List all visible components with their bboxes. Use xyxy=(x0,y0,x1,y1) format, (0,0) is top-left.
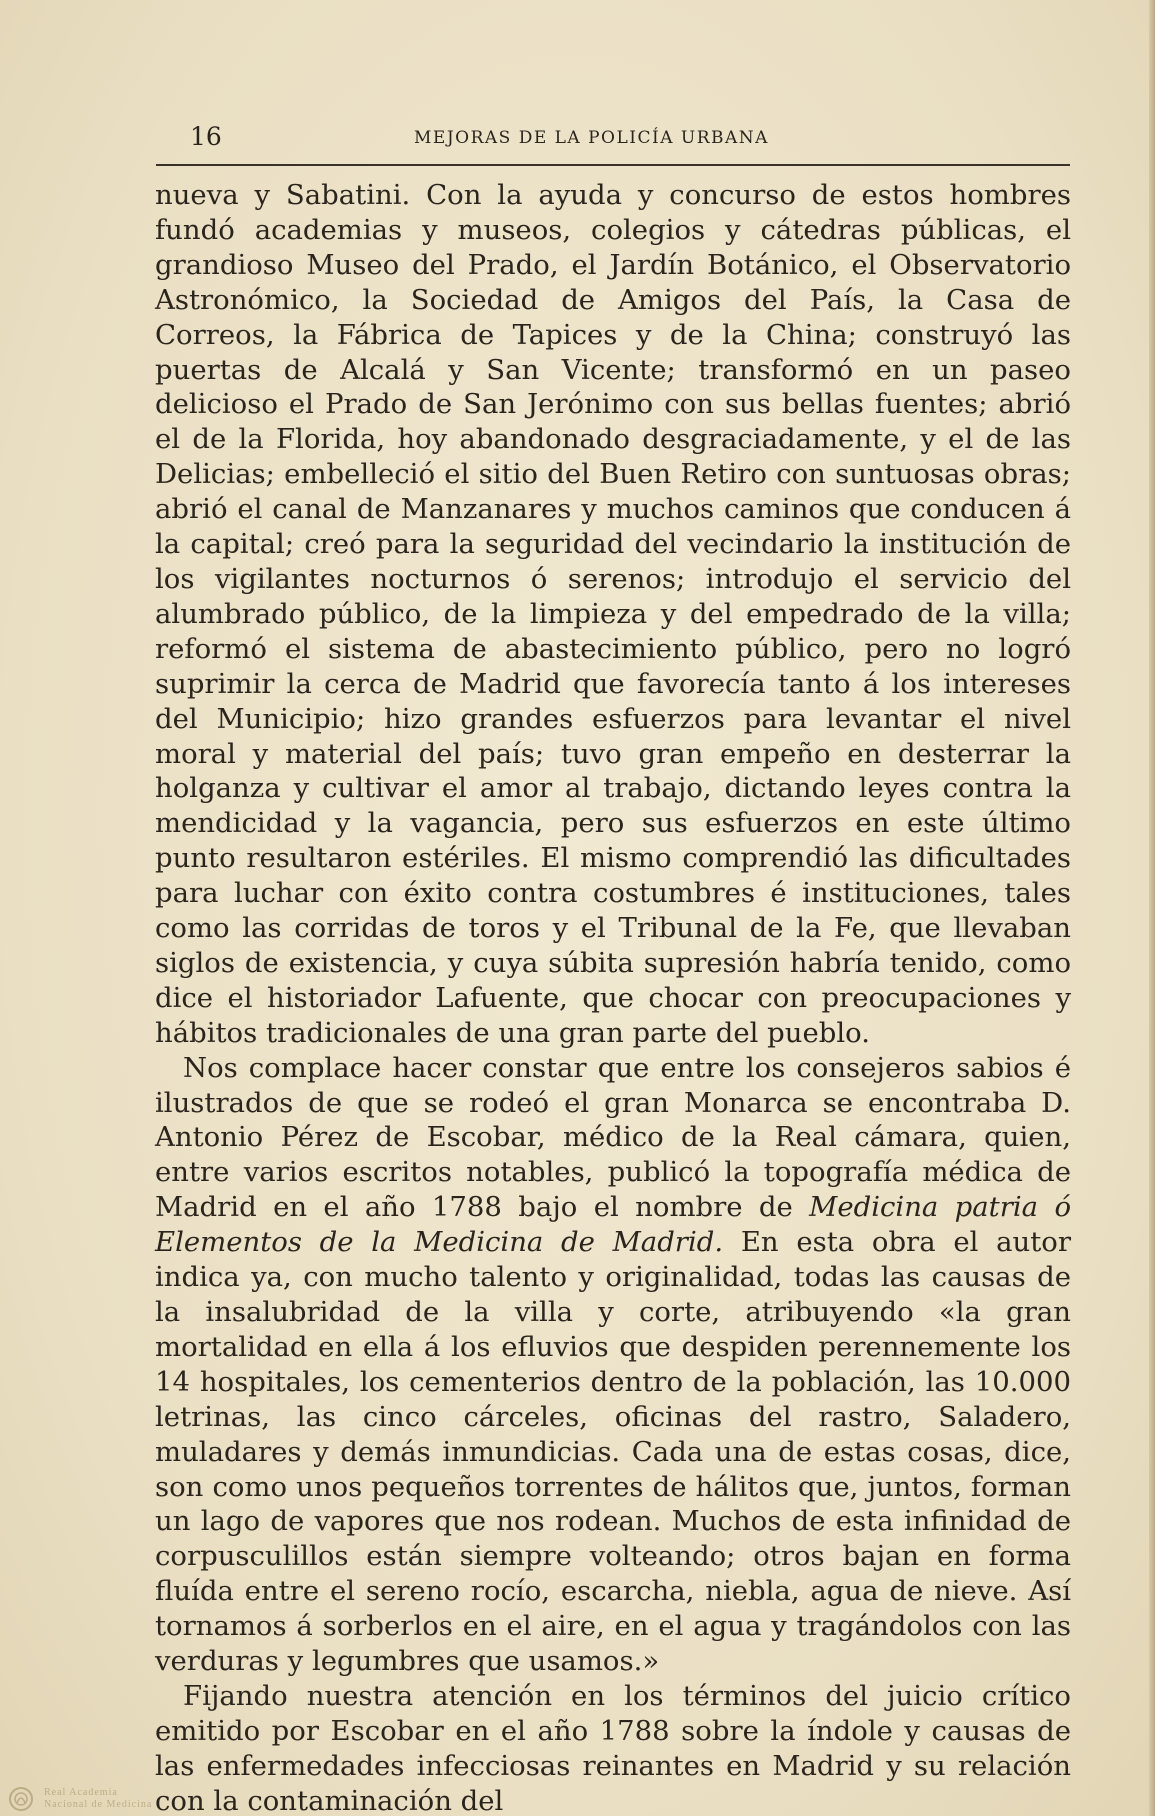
paragraph-1: nueva y Sabatini. Con la ayuda y concurso de estos hombres fundó academias y museos, colegios y cátedras públicas, el grandioso Museo del Prado, el Jardín Botánico, el Observatorio Astronómico, la Sociedad de Amigos del País, la Casa de Correos, la Fábrica de Tapices y de la China; construyó las puertas de Alcalá y San Vicente; transformó en un paseo delicioso el Prado de San Jerónimo con sus bellas fuentes; abrió el de la Florida, hoy abandonado desgraciadamente, y el de las Delicias; embelleció el sitio del Buen Retiro con suntuosas obras; abrió el canal de Manzanares y muchos caminos que conducen á la capital; creó para la seguridad del vecindario la institución de los vigilantes nocturnos ó serenos; introdujo el servicio del alumbrado público, de la limpieza y del empedrado de la villa; reformó el sistema de abastecimiento público, pero no logró suprimir la cerca de Madrid que favorecía tanto á los intereses del Municipio; hizo grandes esfuerzos para levantar el nivel moral y material del país; tuvo gran empeño en desterrar la holganza y cultivar el amor al trabajo, dictando leyes contra la mendicidad y la vagancia, pero sus esfuerzos en este último punto resultaron estériles. El mismo comprendió las dificultades para luchar con éxito contra costumbres é instituciones, tales como las corridas de toros y el Tribunal de la Fe, que llevaban siglos de existencia, y cuya súbita supresión habría tenido, como dice el historiador Lafuente, que chocar con preocupaciones y hábitos tradicionales de una gran parte del pueblo. xyxy=(155,179,1071,1049)
page-header xyxy=(156,118,1070,166)
body-text xyxy=(155,178,1071,1816)
stamp-line-2: Nacional de Medicina xyxy=(44,1799,153,1810)
paragraph-2-text-b: En esta obra el autor indica ya, con mucho talento y originalidad, todas las causas de la insalubridad de la villa y corte, atribuyendo «la gran mortalidad en ella á los efluvios que despiden perennemente los 14 hospitales, los cementerios dentro de la población, las 10.000 letrinas, las cinco cárceles, oficinas del rastro, Saladero, muladares y demás inmundicias. Cada una de estas cosas, dice, son como unos pequeños torrentes de hálitos que, juntos, forman un lago de vapores que nos rodean. Muchos de esta infinidad de corpusculillos están siempre volteando; otros bajan en forma fluída entre el sereno rocío, escarcha, niebla, agua de nieve. Así tornamos á sorberlos en el aire, en el agua y tragándolos con las verduras y legumbres que usamos.» xyxy=(155,1226,1071,1678)
library-stamp xyxy=(8,1786,208,1812)
academy-seal-icon xyxy=(8,1786,34,1812)
running-head: MEJORAS DE LA POLICÍA URBANA xyxy=(414,128,769,148)
paragraph-2 xyxy=(155,1051,1071,1679)
page-number: 16 xyxy=(190,122,222,151)
paragraph-2-text-a: Nos complace hacer constar que entre los consejeros sabios é ilustrados de que se rodeó el gran Monarca se encontraba D. Antonio Pérez de Escobar, médico de la Real cámara, quien, entre varios escritos notables, publicó la topografía médica de Madrid en el año 1788 bajo el nombre de xyxy=(155,1051,1071,1224)
book-title: Medicina patria ó Elementos de la Medicina de Madrid. xyxy=(155,1191,1071,1259)
paragraph-3: Fijando nuestra atención en los términos del juicio crítico emitido por Escobar en el año 1788 sobre la índole y causas de las enfermedades infecciosas reinantes en Madrid y su relación con la contaminación del xyxy=(155,1679,1071,1816)
page-edge xyxy=(1149,0,1155,1816)
stamp-line-1: Real Academia xyxy=(44,1787,118,1798)
